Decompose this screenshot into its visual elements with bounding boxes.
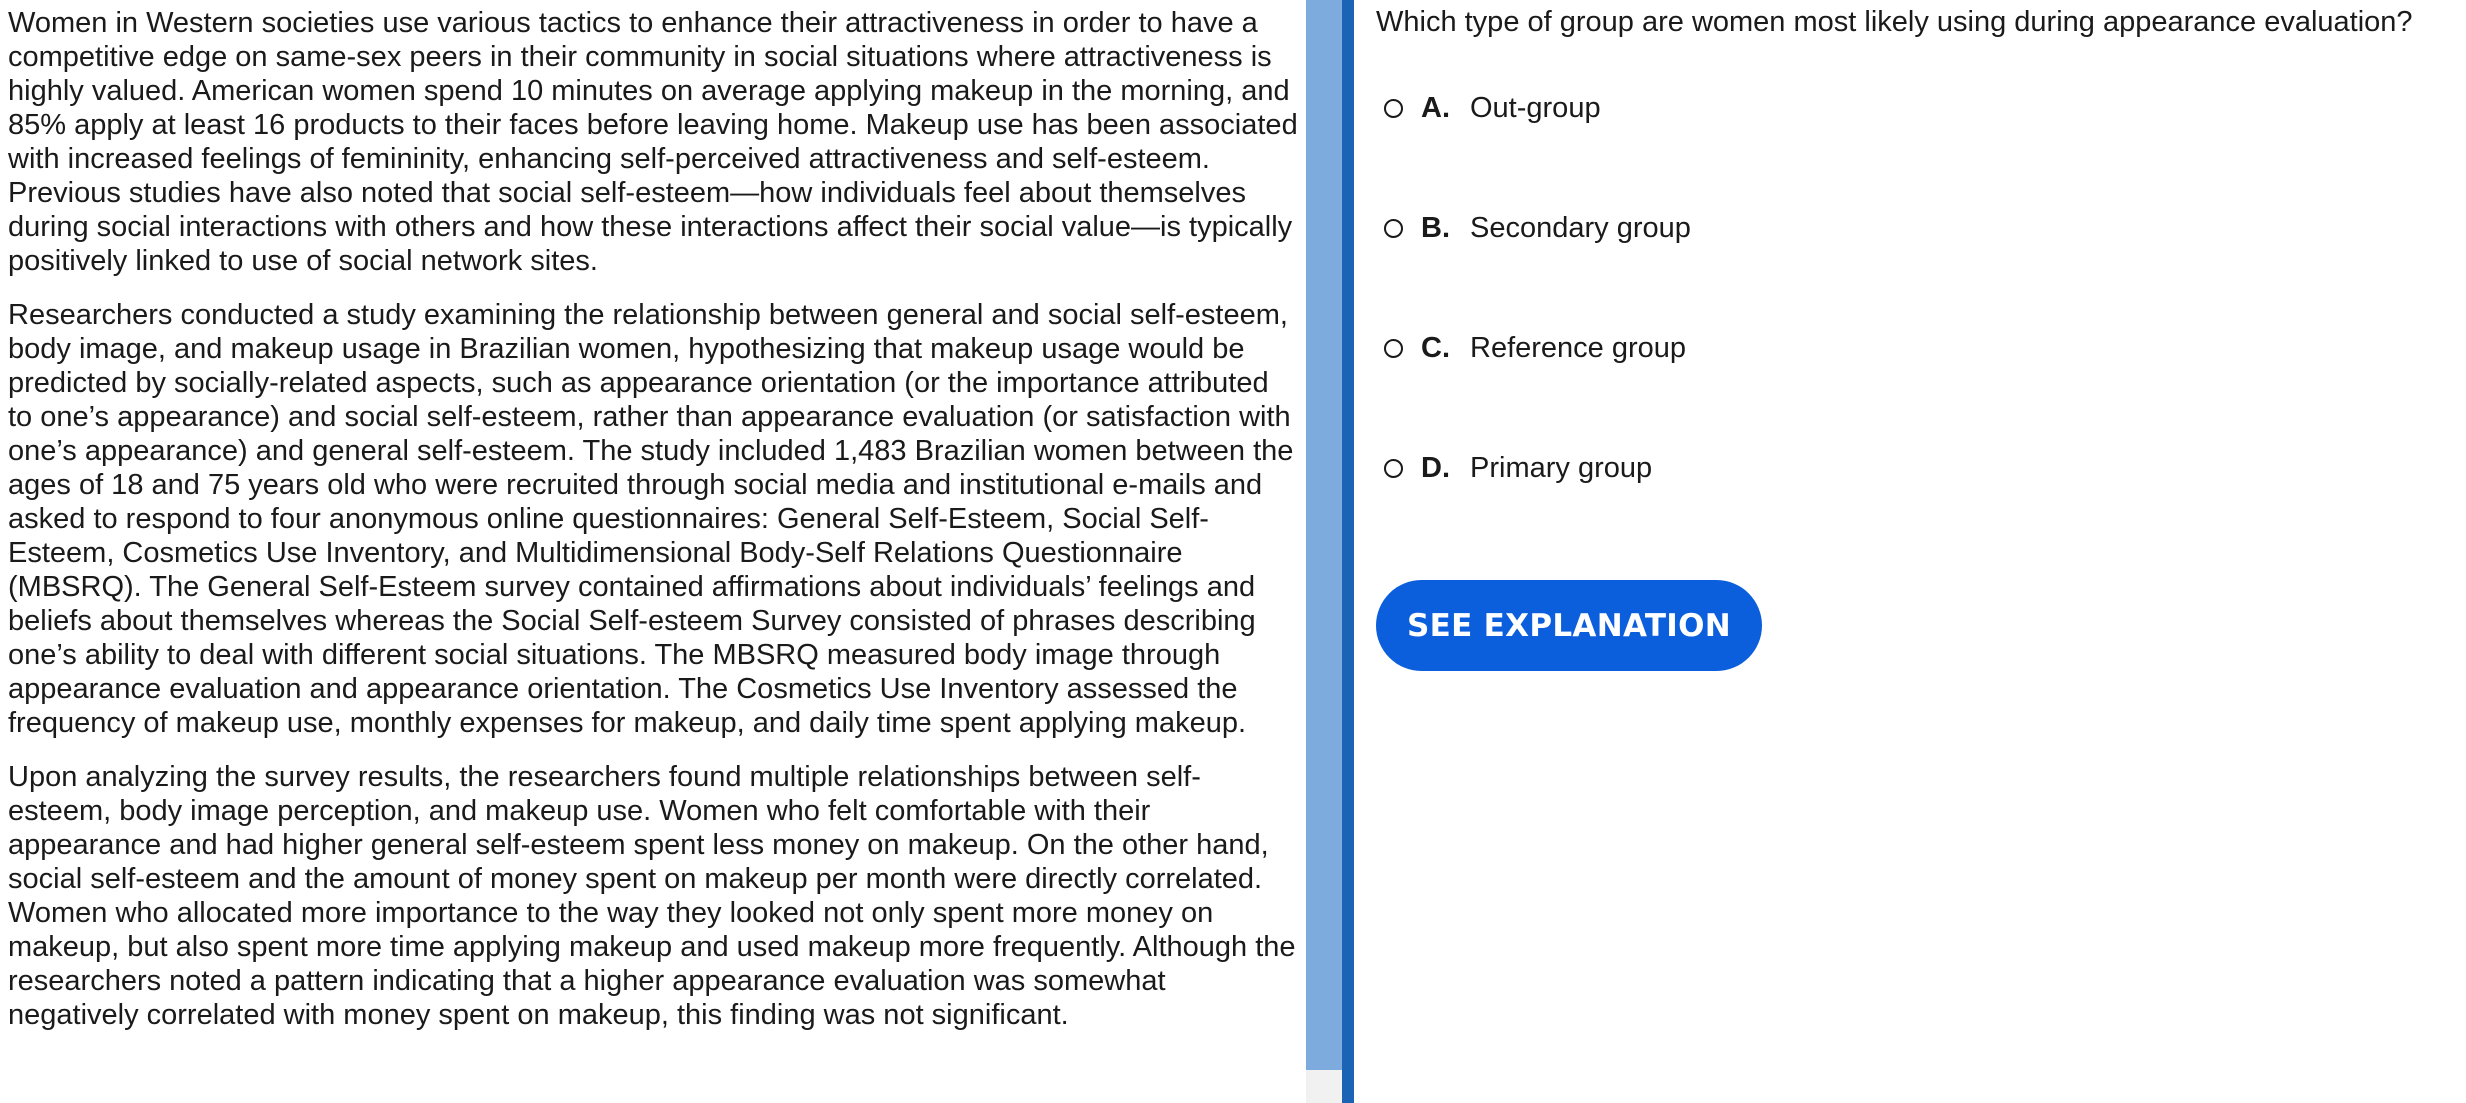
radio-button[interactable] (1384, 99, 1403, 118)
passage-scrollbar-thumb[interactable] (1306, 0, 1342, 1070)
pane-divider (1342, 0, 1354, 1103)
radio-button[interactable] (1384, 459, 1403, 478)
passage-text (8, 6, 1298, 1052)
choice-text: Primary group (1470, 451, 1653, 484)
choice-b[interactable] (1384, 208, 1691, 248)
radio-button[interactable] (1384, 339, 1403, 358)
passage-scrollbar[interactable] (1306, 0, 1342, 1103)
choice-text: Secondary group (1470, 211, 1691, 244)
question-stem: Which type of group are women most likely using during appearance evaluation? (1376, 6, 2413, 38)
question-pane (1354, 0, 2466, 1103)
choice-text: Out-group (1470, 91, 1601, 124)
choice-d[interactable] (1384, 448, 1652, 488)
see-explanation-button[interactable]: SEE EXPLANATION (1376, 580, 1762, 671)
choice-letter: C. (1421, 331, 1450, 364)
choice-letter: B. (1421, 211, 1450, 244)
choice-letter: D. (1421, 451, 1450, 484)
passage-paragraph-1: Women in Western societies use various tactics to enhance their attractiveness in order to have a competitive edge on same-sex peers in their community in social situations where attractiveness is highly valued. American women spend 10 minutes on average applying makeup in the morning, and 85% apply at least 16 products to their faces before leaving home. Makeup use has been associated with increased feelings of femininity, enhancing self-perceived attractiveness and self-esteem. Previous studies have also noted that social self-esteem—how individuals feel about themselves during social interactions with others and how these interactions affect their social value—is typically positively linked to use of social network sites. (8, 7, 1298, 277)
choice-letter: A. (1421, 91, 1450, 124)
passage-paragraph-3: Upon analyzing the survey results, the researchers found multiple relationships between self-esteem, body image perception, and makeup use. Women who felt comfortable with their appearance and had higher general self-esteem spent less money on makeup. On the other hand, social self-esteem and the amount of money spent on makeup per month were directly correlated. Women who allocated more importance to the way they looked not only spent more money on makeup, but also spent more time applying makeup and used makeup more frequently. Although the researchers noted a pattern indicating that a higher appearance evaluation was somewhat negatively correlated with money spent on makeup, this finding was not significant. (8, 761, 1296, 1031)
passage-paragraph-2: Researchers conducted a study examining the relationship between general and social self-esteem, body image, and makeup usage in Brazilian women, hypothesizing that makeup usage would be predicted by socially-related aspects, such as appearance orientation (or the importance attributed to one’s appearance) and social self-esteem, rather than appearance evaluation (or satisfaction with one’s appearance) and general self-esteem. The study included 1,483 Brazilian women between the ages of 18 and 75 years old who were recruited through social media and institutional e-mails and asked to respond to four anonymous online questionnaires: General Self-Esteem, Social Self-Esteem, Cosmetics Use Inventory, and Multidimensional Body-Self Relations Questionnaire (MBSRQ). The General Self-Esteem survey contained affirmations about individuals’ feelings and beliefs about themselves whereas the Social Self-esteem Survey consisted of phrases describing one’s ability to deal with different social situations. The MBSRQ measured body image through appearance evaluation and appearance orientation. The Cosmetics Use Inventory assessed the frequency of makeup use, monthly expenses for makeup, and daily time spent applying makeup. (8, 299, 1294, 739)
choice-text: Reference group (1470, 331, 1687, 364)
choice-c[interactable] (1384, 328, 1686, 368)
radio-button[interactable] (1384, 219, 1403, 238)
choice-a[interactable] (1384, 88, 1601, 128)
